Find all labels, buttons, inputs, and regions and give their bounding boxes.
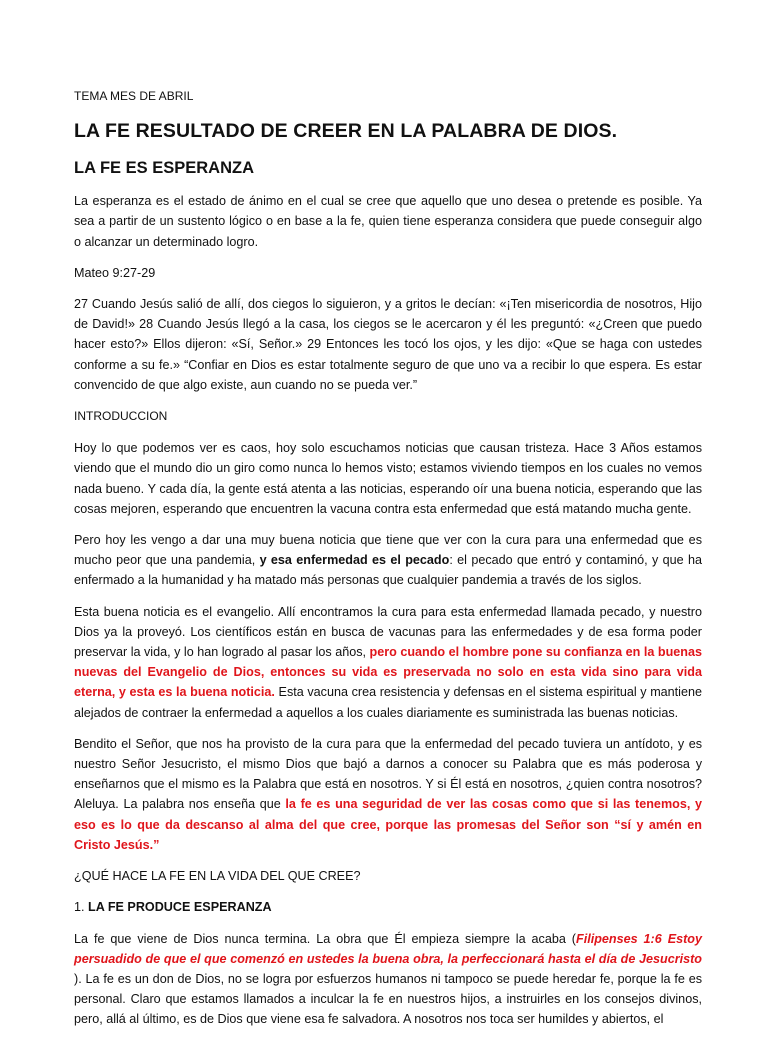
text-run: Esta buena noticia es el evangelio. Allí encontramos la cura para esta enfermedad llamada pecado, y nuestro Dios ya la proveyó. Los científicos están en busca de vacunas para las enfermedades y de esa forma poder preservar la vida, y lo han logrado al pasar los años,: [74, 604, 702, 660]
text-run: : el pecado que entró y contaminó, y que ha enfermado a la humanidad y ha matado más personas que cualquier pandemia a través de los siglos.: [74, 553, 703, 588]
intro-paragraph: La esperanza es el estado de ánimo en el cual se cree que aquello que uno desea o pretende es posible. Ya sea a partir de un sustento lógico o en base a la fe, quien tiene esperanza considera que puede conseguir algo o alcanzar un determinado logro.: [74, 194, 702, 249]
text-run: ). La fe es un don de Dios, no se logra por esfuerzos humanos ni tampoco se puede heredar fe, porque la fe es personal. Claro que estamos llamados a inculcar la fe en nuestros hijos, a instruirles en los consejos divinos, pero, allá al último, es de Dios que viene esa fe salvadora. A nosotros nos toca ser humildes y abiertos, el: [74, 971, 702, 1027]
highlighted-text-run: la fe es una seguridad de ver las cosas como que si las tenemos, y eso es lo que da descanso al alma del que cree, porque las promesas del Señor son “sí y amén en Cristo Jesús.”: [74, 797, 702, 852]
text-run: La fe que viene de Dios nunca termina. La obra que Él empieza siempre la acaba (: [74, 931, 576, 946]
scripture-paragraph: 27 Cuando Jesús salió de allí, dos ciegos lo siguieron, y a gritos le decían: «¡Ten misericordia de nosotros, Hijo de David!» 28 Cuando Jesús llegó a la casa, los ciegos se le acercaron y él les preguntó: «¿Creen que puedo hacer esto?» Ellos dijeron: «Sí, Señor.» 29 Entonces les tocó los ojos, y les dijo: «Que se haga con ustedes conforme a su fe.» “Confiar en Dios es estar totalmente seguro de que uno va a recibir lo que espera. Es estar convencido de que algo existe, aun cuando no se pueda ver.”: [74, 297, 702, 392]
paragraph-evangelio: [74, 602, 702, 723]
scripture-reference: Mateo 9:27-29: [74, 265, 156, 280]
point-label: LA FE PRODUCE ESPERANZA: [88, 900, 272, 915]
document-title: LA FE RESULTADO DE CREER EN LA PALABRA DE DIOS.: [74, 120, 618, 143]
paragraph-bendito: [74, 734, 702, 855]
document-page: [74, 86, 702, 1041]
question-heading: ¿QUÉ HACE LA FE EN LA VIDA DEL QUE CREE?: [74, 869, 361, 884]
point-heading: [74, 897, 702, 917]
paragraph-fe-don: [74, 929, 702, 1030]
section-heading: LA FE ES ESPERANZA: [74, 159, 254, 178]
scripture-quote-run: Filipenses 1:6 Estoy persuadido de que el que comenzó en ustedes la buena obra, la perfeccionará hasta el día de Jesucristo: [74, 931, 702, 966]
bold-text-run: y esa enfermedad es el pecado: [259, 553, 450, 568]
point-number: 1.: [74, 900, 89, 915]
highlighted-text-run: pero cuando el hombre pone su confianza en la buenas nuevas del Evangelio de Dios, entonces su vida es preservada no solo en esta vida sino para vida eterna, y esta es la buena noticia.: [74, 645, 702, 700]
paragraph-caos: Hoy lo que podemos ver es caos, hoy solo escuchamos noticias que causan tristeza. Hace 3 Años estamos viendo que el mundo dio un giro como nunca lo hemos visto; estamos viviendo tiempos en los cuales no vemos nada bueno. Y cada día, la gente está atenta a las noticias, esperando oír una buena noticia, esperando que las cosas mejoren, esperando que encuentren la vacuna contra esta enfermedad que está matando mucha gente.: [74, 441, 702, 516]
introduccion-label: INTRODUCCION: [74, 409, 168, 424]
text-run: Esta vacuna crea resistencia y defensas en el sistema espiritual y mantiene alejados de contraer la enfermedad a aquellos a los cuales diariamente es suministrada las buenas noticias.: [74, 685, 702, 720]
topic-label: TEMA MES DE ABRIL: [74, 89, 194, 103]
paragraph-pecado: [74, 530, 702, 591]
text-run: Bendito el Señor, que nos ha provisto de la cura para que la enfermedad del pecado tuviera un antídoto, y es nuestro Señor Jesucristo, el mismo Dios que bajó a darnos a conocer su Palabra que es más poderosa y enseñarnos que el mismo es la Palabra que está en nosotros. Y si Él está en nosotros, ¿quien contra nosotros? Aleluya. La palabra nos enseña que: [74, 736, 702, 812]
text-run: Pero hoy les vengo a dar una muy buena noticia que tiene que ver con la cura para una enfermedad que es mucho peor que una pandemia,: [74, 533, 702, 568]
